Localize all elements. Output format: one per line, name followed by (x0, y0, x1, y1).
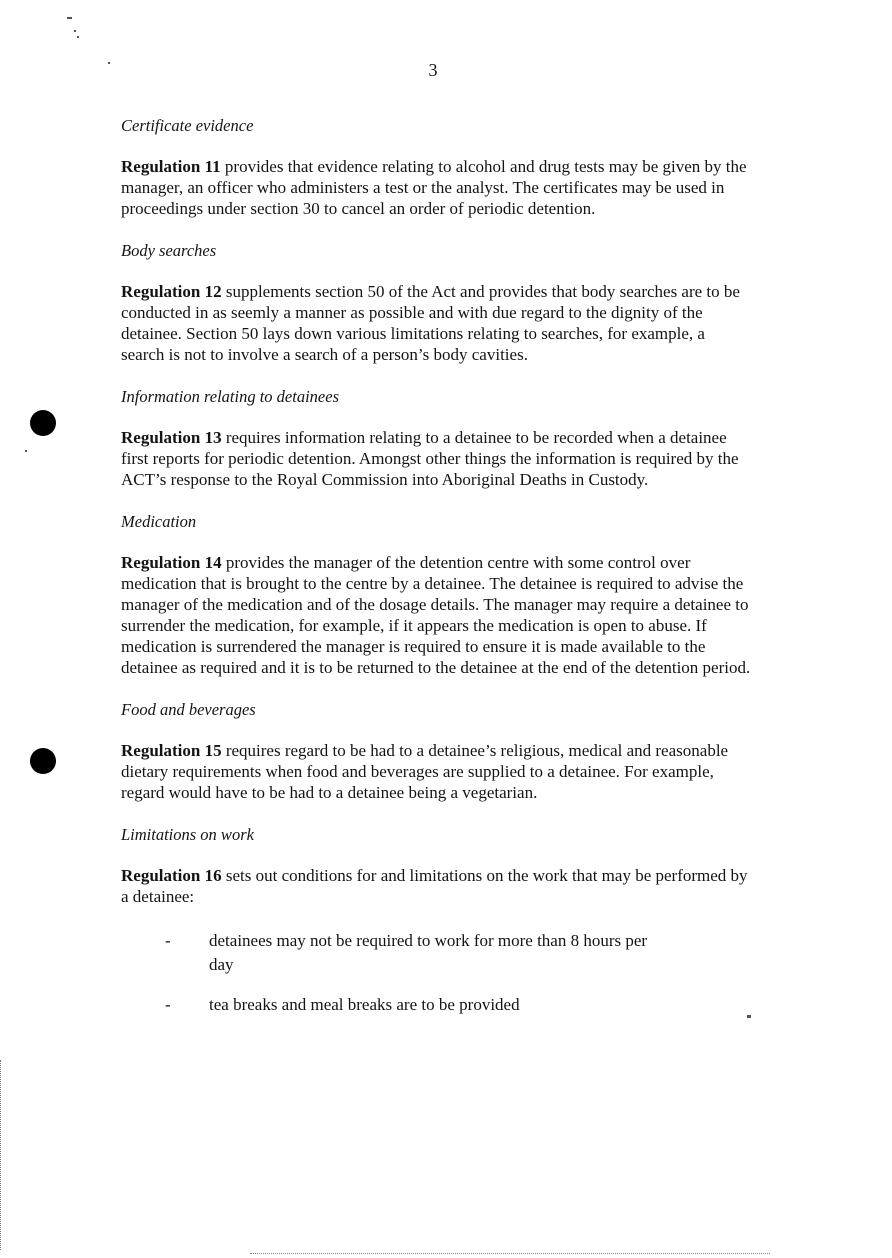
scan-speck (77, 36, 79, 38)
section-body-searches (121, 241, 751, 365)
work-limitations-list (121, 929, 751, 1017)
punch-hole-lower (30, 748, 56, 774)
dash-marker: - (165, 995, 171, 1014)
paragraph-text: requires information relating to a detainee to be recorded when a detainee first reports for periodic detention. Amongst other things the information is required by the ACT’s response to the Royal Commission into Aboriginal Deaths in Custody. (121, 428, 739, 489)
section-paragraph (121, 552, 751, 678)
section-heading: Information relating to detainees (121, 387, 339, 406)
document-body (121, 116, 751, 1033)
scan-speck (108, 62, 110, 64)
list-item (121, 929, 649, 977)
scan-speck (747, 1015, 751, 1018)
list-item (121, 993, 649, 1017)
punch-hole-upper (30, 410, 56, 436)
section-heading: Body searches (121, 241, 217, 260)
page-number: 3 (428, 60, 438, 80)
regulation-label: Regulation 12 (121, 282, 222, 301)
list-item-text: tea breaks and meal breaks are to be provided (209, 995, 520, 1014)
scan-speck (74, 30, 76, 32)
section-heading: Limitations on work (121, 825, 254, 844)
scan-bottom-line (250, 1253, 770, 1255)
regulation-label: Regulation 11 (121, 157, 221, 176)
section-paragraph (121, 281, 751, 365)
section-paragraph (121, 865, 751, 907)
scan-speck (25, 450, 27, 452)
scan-edge-line (0, 1060, 2, 1250)
regulation-label: Regulation 16 (121, 866, 222, 885)
section-paragraph (121, 427, 751, 490)
section-limitations-work (121, 825, 751, 907)
paragraph-text: supplements section 50 of the Act and provides that body searches are to be conducted in as seemly a manner as possible and with due regard to the dignity of the detainee. Section 50 lays down various limitations relating to searches, for example, a search is not to involve a search of a person’s body cavities. (121, 282, 740, 364)
section-paragraph (121, 156, 751, 219)
section-heading: Medication (121, 512, 197, 531)
paragraph-text: provides that evidence relating to alcohol and drug tests may be given by the manager, an officer who administers a test or the analyst. The certificates may be used in proceedings under section 30 to cancel an order of periodic detention. (121, 157, 747, 218)
paragraph-text: requires regard to be had to a detainee’s religious, medical and reasonable dietary requirements when food and beverages are supplied to a detainee. For example, regard would have to be had to a detainee being a vegetarian. (121, 741, 729, 802)
section-heading: Certificate evidence (121, 116, 254, 135)
section-information-detainees (121, 387, 751, 490)
dash-marker: - (165, 931, 171, 950)
paragraph-text: provides the manager of the detention centre with some control over medication that is brought to the centre by a detainee. The detainee is required to advise the manager of the medication and of the dosage details. The manager may require a detainee to surrender the medication, for example, if it appears the medication is open to abuse. If medication is surrendered the manager is required to ensure it is made available to the detainee as required and it is to be returned to the detainee at the end of the detention period. (121, 553, 751, 677)
regulation-label: Regulation 14 (121, 553, 222, 572)
section-medication (121, 512, 751, 678)
section-certificate-evidence (121, 116, 751, 219)
list-item-text: detainees may not be required to work for more than 8 hours per day (209, 931, 648, 974)
regulation-label: Regulation 15 (121, 741, 222, 760)
regulation-label: Regulation 13 (121, 428, 222, 447)
section-heading: Food and beverages (121, 700, 256, 719)
paragraph-text: sets out conditions for and limitations on the work that may be performed by a detainee: (121, 866, 748, 906)
scan-speck (67, 17, 72, 19)
section-food-beverages (121, 700, 751, 803)
section-paragraph (121, 740, 751, 803)
